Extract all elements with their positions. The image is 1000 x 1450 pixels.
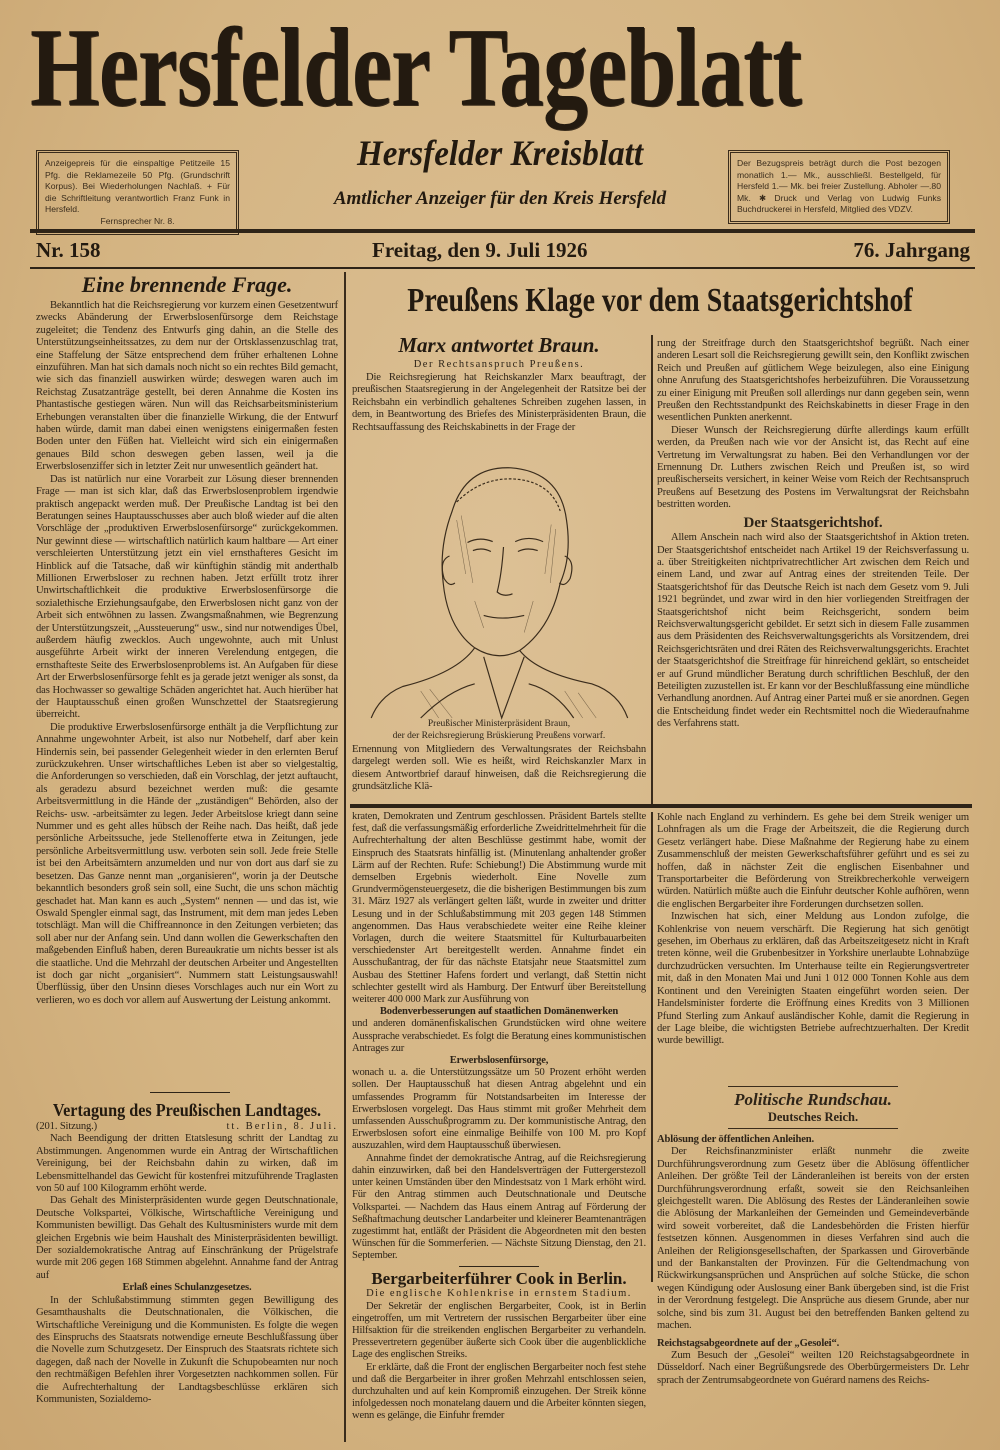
caption-line: der der Reichsregierung Brüskierung Preußens vorwarf. — [392, 731, 606, 741]
rundschau-banner — [728, 1086, 898, 1129]
section-heading: Der Staatsgerichtshof. — [743, 514, 883, 531]
rundschau-region: Deutsches Reich. — [767, 1110, 859, 1124]
article-kicker: Die englische Kohlenkrise in ernstem Stadium. — [366, 1287, 632, 1299]
lead-kicker: Der Rechtsanspruch Preußens. — [413, 359, 585, 370]
paragraph: Allem Anschein nach wird also der Staatsgerichtshof in Aktion treten. Der Staatsgerichtshof entscheidet nach Artikel 19 der Reichsverfassung u. a. über Streitigkeiten nichtprivatrechtlicher Art zwischen dem Reich und einem Land, und zwar auf Antrag eines der streitenden Teile. Der Staatsgerichtshof für das Deutsche Reich ist nach dem Gesetz vom 9. Juli 1921 begründet, und zwar wird in den hier vorliegenden Streitfragen der Staatsgerichtshof nicht beim Reichsgericht, sondern beim Reichsverwaltungsgericht gebildet. Er setzt sich in diesem Falle zusammen aus dem Präsidenten des Reichsverwaltungsgerichts als Vorsitzendem, drei Reichsgerichtsräten und drei Räten des Reichsverwaltungsgerichts. Erachtet der Staatsgerichtshof die Streitfrage für hinreichend geklärt, so entscheidet er auf Grund mündlicher Beratung durch schriftlichen Beschluß, der den Beteiligten zuzustellen ist. Er kann vor der Beschlußfassung eine mündliche Verhandlung anordnen. Auf Antrag einer Partei muß er sie anordnen. Gegen die Entscheidung findet weder ein Rechtsmittel noch die Wiederaufnahme des Verfahrens statt. — [657, 532, 969, 730]
portrait-caption — [352, 718, 646, 742]
article-headline: Bergarbeiterführer Cook in Berlin. — [371, 1268, 627, 1288]
paragraph: Nach Beendigung der dritten Etatslesung schritt der Landtag zu Abstimmungen. Angenommen wurde ein Antrag der Wirtschaftlichen Vereinigung, bei der Reichsbahn dahin zu wirken, daß im Lebensmittelhandel das Gewicht für kostenfrei mitzuführende Traglasten von 50 auf 100 Kilogramm erhöht werde. — [36, 1133, 338, 1195]
rundschau-title: Politische Rundschau. — [734, 1090, 892, 1109]
politische-rundschau — [657, 1086, 969, 1434]
ad-rates-line: Bei Wiederholungen Nachlaß. + Für die Schriftleitung verantwortlich Franz Funk in Hersfeld. — [45, 181, 230, 214]
newspaper-subtitle: Hersfelder Kreisblatt — [356, 133, 644, 173]
news-heading: Reichstagsabgeordnete auf der „Gesolei“. — [657, 1337, 840, 1349]
article-eine-brennende-frage — [36, 272, 338, 1092]
paragraph: Annahme findet der demokratische Antrag, auf die Reichsregierung dahin einzuwirken, daß bei den Handelsverträgen der Futtergerstezoll unter keinen Umständen über den Mindestsatz von 1 Mark erhöht wird. Für den Antrag stimmen auch Deutschnationale und Deutsche Volkspartei. — Nachdem das Haus einem Antrag auf Förderung der Seßhaftmachung deutscher Landarbeiter und kleinerer Beamtenanträgen zugestimmt hat, entläßt der Präsident die Abgeordneten mit den besten Wünschen für die Sommerferien. — Nächste Sitzung Dienstag, den 21. September. — [352, 1152, 646, 1262]
lead-article-middle — [352, 333, 646, 801]
paragraph: und anderen domänenfiskalischen Grundstücken wird ohne weitere Aussprache verabschiedet. Es folgt die Beratung eines kommunistischen Antrages zur — [352, 1018, 646, 1054]
column-divider — [651, 335, 653, 805]
paragraph: Dieser Wunsch der Reichsregierung dürfte allerdings kaum erfüllt werden, da Preußen nach wie vor der Ansicht ist, das Recht auf eine Vertretung im Verwaltungsrat zu haben. Bei den Verhandlungen vor der Ernennung Dr. Luthers zwischen Reich und Preußen ist, so wird preußischerseits versichert, in keiner Weise vom Reich der Rechtsanspruch Preußens auf Besetzung des Postens im Verwaltungsrat der Reichsbahn bestritten worden. — [657, 424, 969, 511]
paragraph: Ernennung von Mitgliedern des Verwaltungsrates der Reichsbahn dargelegt werden soll. Wie es heißt, wird Reichskanzler Marx in diesem Antwortbrief darauf hinweisen, daß die Reichsregierung die grundsätzliche Klä- — [352, 744, 646, 793]
newspaper-tagline: Amtlicher Anzeiger für den Kreis Hersfeld — [333, 188, 667, 209]
phone-number: Fernsprecher Nr. 8. — [100, 215, 175, 226]
subhead: Bodenverbesserungen auf staatlichen Domänenwerken — [379, 1006, 619, 1018]
volume-number: 76. Jahrgang — [853, 238, 970, 262]
separator — [459, 1266, 539, 1267]
paragraph: Der Sekretär der englischen Bergarbeiter, Cook, ist in Berlin eingetroffen, um mit Vertretern der russischen Bergarbeiter über eine Hilfsaktion für die streikenden englischen Bergarbeiter zu verhandeln. Pressevertretern gegenüber äußerte sich Cook über die augenblickliche Lage des englischen Streiks. — [352, 1300, 646, 1361]
paragraph: Die produktive Erwerbslosenfürsorge enthält ja die Verpflichtung zur Annahme ungewohnter Arbeit, ist also nur Notbehelf, darf aber kein Hindernis sein, bei passender Gelegenheit wieder in den erlernten Beruf zurückzukehren. Unser wirtschaftliches Leben ist aber so vielgestaltig, die Anforderungen so verschieden, daß ein Vorschlag, der jetzt auftaucht, als geradezu absurd bezeichnet werden muß: die gesamte Arbeitsvermittlung in die Hände der „zuständigen“ Behörden, also der Reichs- usw. -arbeitsämter zu legen. Jeder Arbeitslose kriegt dann seine Nummer und es geht alles hübsch der Reihe nach. Das heißt, daß jede persönliche Arbeitssuche, jede Stellenofferte etwa in Zeitungen, jede persönliche Arbeitsvermittlung usw. verboten sein soll. Jede freie Stelle ist bei den Arbeitsämtern anzumelden und nur von dort aus darf sie zu besetzen. Das Ganze nennt man „organisieren“, worin ja der Deutsche bekanntlich besonders groß sein soll, eine Sucht, die uns schon mächtig geschadet hat. Man kann es auch „System“ nennen — und das ist, wie Oswald Spengler einmal sagt, das Instrument, mit dem man jedes Leben totschlägt. Man will die Chiffreannonce in den Zeitungen verbieten; das soll aber nur der Anfang sein. Und dann wollen die Gewerkschaften den maßgebenden Einfluß haben, deren Bureaukratie um nichts besser ist als die staatliche. Und die Mehrzahl der deutschen Arbeiter und Angestellten ist doch gar nicht „organisiert“. Nummern statt Leistungsauswahl! Überflüssig, über den Unsinn dieses Vorschlages auch nur ein Wort zu verlieren, wo es doch vor allem auf Auswertung der Leistung ankommt. — [36, 721, 338, 1006]
dateline-rule — [30, 267, 975, 269]
news-heading: Ablösung der öffentlichen Anleihen. — [657, 1134, 815, 1145]
paragraph: Der Reichsfinanzminister erläßt nunmehr die zweite Durchführungsverordnung zum Gesetz über die Ablösung öffentlicher Anleihen. Der größte Teil der Länderanleihen ist bereits von der ersten Durchführungsverordnung erfaßt, soweit sie den Reichsanleihen gleichgestellt waren. Die Ablösung des Restes der Länderanleihen sowie die Ablösung der Markanleihen der Gemeinden und Gemeindeverbände wird soweit vorbereitet, daß die Landesbehörden die Fristen hierfür festsetzen können. Ausgenommen in dieses Verfahren sind auch die Anleihen der Religionsgesellschaften, der Sparkassen und Giroverbände und der Bankanstalten der Provinzen. Für die Geltendmachung von Rückwirkungsansprüchen und Ansprüchen auf solche Stücke, die schon wegen Kündigung oder Auslosung einer Bank übergeben sind, ist die Frist in der Verordnung festgelegt. Die Ansprüche aus diesem Grunde, aber nur solche, sind bis zum 31. August bei den betreffenden Banken geltend zu machen. — [657, 1146, 969, 1332]
paragraph: Kohle nach England zu verhindern. Es gehe bei dem Streik weniger um Lohnfragen als um die Frage der Arbeitszeit, die die Regierung durch Gesetz verlängert habe. Diese Maßnahme der Regierung habe zu einem Zusammenschluß der meisten Gewerkschaftsführer geführt und es sei zu hoffen, daß in nächster Zeit die englischen Eisenbahner und Transportarbeiter die Beförderung von Streikbrecherkohle verweigern würden. Natürlich müßte auch die Einfuhr deutscher Kohle aufhören, wenn die englischen Bergarbeiter ihre Forderungen durchsetzen sollen. — [657, 812, 969, 910]
paragraph: Das ist natürlich nur eine Vorarbeit zur Lösung dieser brennenden Frage — man ist sich klar, daß das Erwerbslosenproblem irgendwie praktisch angepackt werden muß. Der Preußische Landtag ist bei den Beratungen seines Hauptausschusses aber auch bloß wieder auf die alten Vorschläge der „produktiven Erwerbslosenfürsorge“ zurückgekommen. Nur gewinnt diese — wirtschaftlich natürlich kaum haltbare — Art einer verschleierten Unterstützung jetzt ein viel ernsthafteres Gesicht im Hinblick auf die Tatsache, daß wir künftighin ständig mit anderthalb Millionen Erwerbsloser zu rechnen haben. Jetzt erfüllt trotz ihrer Unwirtschaftlichkeit die produktive Erwerbslosenfürsorge die sozialethische Erziehungsaufgabe, den Erwerbslosen nicht ganz von der Arbeit sich entwöhnen zu lassen. Zwangsmaßnahmen, wie Begrenzung der Unterstützungszeit, „Aussteuerung“ usw., sind nur notwendiges Übel, außerdem häufig zwecklos. Auch ungewohnte, auch mit Unlust ausgeführte Arbeit wirkt der inneren Verelendung entgegen, die ernsthafteste Seite des Erwerbslosenproblems ist. An Aufgaben für diese Art der Erwerbslosenfürsorge fehlt es ja gerade jetzt weniger als sonst, da das Hochwasser so gewaltige Schäden angerichtet hat. Auch hierüber hat der Hauptausschuß einen großen Wunschzettel der Staatsregierung überreicht. — [36, 473, 338, 721]
paragraph: In der Schlußabstimmung stimmten gegen Bewilligung des Gesamthaushalts die Deutschnationalen, die Völkischen, die Wirtschaftliche Vereinigung und die Kommunisten. Es folgte die wegen des Einspruchs des Staatsrats notwendige erneute Beschlußfassung über die Novelle zum Schutzgesetz. Der Einspruch des Staatsrats richtete sich dagegen, daß nach der Novelle in Zukunft die Schupobeamten nur noch den rechtmäßigen Befehlen ihrer Vorgesetzten nachkommen sollen. Für die Aufrechterhaltung der Landtagsbeschlüsse erklären sich Kommunisten, Sozialdemo- — [36, 1294, 338, 1405]
caption-line: Preußischer Ministerpräsident Braun, — [427, 719, 571, 729]
article-headline: Vertagung des Preußischen Landtages. — [52, 1100, 322, 1120]
issue-number: Nr. 158 — [36, 238, 101, 262]
section-rule — [350, 804, 972, 808]
article-headline: Eine brennende Frage. — [81, 272, 293, 297]
paragraph: Inzwischen hat sich, einer Meldung aus London zufolge, die Kohlenkrise von neuem verschärft. Die Regierung hat sich genötigt gesehen, im Oberhaus zu erklären, daß das Arbeitszeitgesetz nicht in Kraft treten könne, weil die Grubenbesitzer in Yorkshire unerlaubte Lohnabzüge durchzudrücken versuchten. Im Unterhause teilte ein Regierungsvertreter mit, daß in den Monaten Mai und Juni 1 012 000 Tonnen Kohle aus dem Kontinent und den Vereinigten Staaten eingeführt worden seien. Der Handelsminister forderte die Eröffnung eines Kredits von 3 Millionen Pfund Sterling zum Ankauf ausländischer Kohle, damit die Regierung in der Lage bleibe, die wichtigsten Betriebe aufrechtzuerhalten. Der Kredit wurde bewilligt. — [657, 911, 969, 1047]
paragraph: Das Gehalt des Ministerpräsidenten wurde gegen Deutschnationale, Deutsche Volkspartei, Völkische, Wirtschaftliche Vereinigung und Kommunisten bewilligt. Das Gehalt des Kultusministers wurde mit dem gleichen Ergebnis wie beim Haushalt des Ministerpräsidenten bewilligt. Der sozialdemokratische Antrag auf Einschränkung der Prügelstrafe wurde mit 206 gegen 168 Stimmen abgelehnt. Annahme fand der Antrag auf — [36, 1195, 338, 1281]
landtag-continuation — [352, 811, 646, 1263]
dateline: tt. Berlin, 8. Juli. — [226, 1121, 338, 1132]
article-vertagung-landtag — [36, 1100, 338, 1439]
article-cook-in-berlin — [352, 1269, 646, 1423]
paragraph: kraten, Demokraten und Zentrum geschlossen. Präsident Bartels stellte fest, daß die verfassungsmäßig erforderliche Zweidrittelmehrheit für die Aufrechterhaltung der alten Beschlüsse gestimmt habe, womit der Einspruch des Staatsrats hinfällig ist. (Minutenlang anhaltender großer Lärm auf der Rechten. Rufe: Schiebung!) Die Abstimmung wurde mit demselben Ergebnis wiederholt. Eine Novelle zum Grundvermögensteuergesetz, die die bisherigen Bestimmungen bis zum 31. März 1927 als verlängert gelten läßt, wurde in zweiter und dritter Lesung und in der Schlußabstimmung mit 203 gegen 148 Stimmen angenommen. Das Haus verabschiedete weiter eine Reihe kleiner Vorlagen, durch die weitere Staatsmittel für Kulturbauarbeiten verschiedenster Art bereitgestellt werden. Annahme findet ein Ausschußantrag, der für das nächste Etatsjahr neue Staatsmittel zum Ausbau des Stettiner Hafens fordert und verlangt, daß Stettin nicht schlechter gestellt wird als Hamburg. Der Entwurf über Bereitstellung weiterer 400 000 Mark zur Ausführung von — [352, 811, 646, 1006]
lower-middle-column — [352, 811, 646, 1423]
separator — [150, 1092, 230, 1093]
newspaper-title: Hersfelder Tageblatt — [30, 6, 802, 130]
paragraph: Er erklärte, daß die Front der englischen Bergarbeiter noch fest stehe und daß die Bergarbeiter in ihrer großen Mehrzahl entschlossen seien, durchzuhalten und auf kein Kompromiß einzugehen. Der Streik könne infolgedessen noch monatelang dauern und die Arbeiter könnten siegen, wenn es gelänge, die Einfuhr fremder — [352, 1361, 646, 1422]
paragraph: wonach u. a. die Unterstützungssätze um 50 Prozent erhöht werden sollen. Der Hauptausschuß hat diesen Antrag abgelehnt und ein umfassendes Programm für Notstandsarbeiten im Interesse der Erwerbslosen vorgelegt. Das Haus stimmt mit großer Mehrheit dem umfassenden Ausschußprogramm zu. Der kommunistische Antrag, den Erwerbslosen sofort eine einmalige Beihilfe von 100 M. pro Kopf auszuzahlen, wird dem Hauptausschuß überwiesen. — [352, 1067, 646, 1152]
lead-article-right — [657, 338, 969, 798]
column-divider — [651, 812, 653, 1282]
masthead-rule — [30, 229, 975, 233]
lead-headline: Preußens Klage vor dem Staatsgerichtshof — [407, 282, 913, 319]
subscription-box — [728, 150, 950, 224]
subscription-text: Der Bezugspreis beträgt durch die Post bezogen monatlich 1.— Mk., ausschließl. Bestellgeld, für Hersfeld 1.— Mk. bei freier Zustellung. Abholer —.80 Mk. ✱ Druck und Verlag von Ludwig Funks Buchdruckerei in Hersfeld, Mitglied des VDZV. — [737, 158, 941, 214]
paragraph: Bekanntlich hat die Reichsregierung vor kurzem einen Gesetzentwurf zwecks Abänderung der Erwerbslosenfürsorge dem Reichstage zugeleitet; die Tendenz des Entwurfs ging dahin, an die Stelle des Unterstützungseinheitssatzes, zu dem nur der Ortsklassenzuschlag trat, eine Staffelung der Sätze entsprechend dem früher erhaltenen Lohne einzuführen. Man hat sich damals noch nicht so ein rechtes Bild gemacht, wie sich das finanziell auswirken würde; deswegen waren auch im Reichstag Zusatzanträge gestellt, bei deren Annahme die Kosten ins Phantastische gestiegen wären. Nun will das Reichsarbeitsministerium Erhebungen veranstalten über die finanzielle Wirkung, die der Entwurf haben würde, damit man dabei einen wenigstens einigermaßen festen Boden unter den Füßen hat. Vielleicht wird sich ein einigermaßen genaues Bild schon deswegen geben lassen, weil ja die Erwerbslosenziffer sich in letzter Zeit nur unwesentlich geändert hat. — [36, 300, 338, 473]
paragraph: Die Reichsregierung hat Reichskanzler Marx beauftragt, der preußischen Staatsregierung in der Angelegenheit der Ratsitze bei der Reichsbahn ein verbindlich gehaltenes Schreiben zugehen lassen, in dem, in Beantwortung des Briefes des Ministerpräsidenten Braun, die Rechtsauffassung des Reichskabinetts in der Frage der — [352, 372, 646, 433]
lead-subheadline: Marx antwortet Braun. — [398, 333, 600, 357]
ad-rates-line: Anzeigepreis für die einspaltige Petitzeile 15 Pfg. — [45, 158, 230, 180]
advertising-rates-box — [36, 150, 239, 235]
subhead: Erwerbslosenfürsorge, — [449, 1055, 549, 1067]
cook-continuation — [657, 812, 969, 1080]
issue-date: Freitag, den 9. Juli 1926 — [372, 238, 588, 262]
paragraph: rung der Streitfrage durch den Staatsgerichtshof begrüßt. Nach einer anderen Lesart soll die Reichsregierung gewillt sein, den Konflikt zwischen Reich und Preußen auf gütlichem Wege beizulegen, also eine Einigung ohne Anrufung des Staatsgerichtshofes herbeizuführen. Die Voraussetzung zu einer Einigung mit Preußen soll allerdings nur dann gegeben sein, wenn Preußen den Rechtsstandpunkt des Reichskabinetts in dieser Frage in den wesentlichen Punkten anerkennt. — [657, 338, 969, 424]
paragraph: Zum Besuch der „Gesolei“ weilten 120 Reichstagsabgeordnete in Düsseldorf. Nach einer Begrüßungsrede des Oberbürgermeisters Dr. Lehr sprach der Zentrumsabgeordnete von Guérard namens des Reichs- — [657, 1349, 969, 1386]
subhead: Erlaß eines Schulanzgesetzes. — [122, 1282, 252, 1294]
ad-rates-line: die Reklamezeile 50 Pfg. (Grundschrift Korpus). — [45, 169, 230, 191]
session-number: (201. Sitzung.) — [36, 1121, 98, 1132]
column-divider — [344, 272, 346, 1442]
portrait-otto-braun — [352, 448, 646, 718]
